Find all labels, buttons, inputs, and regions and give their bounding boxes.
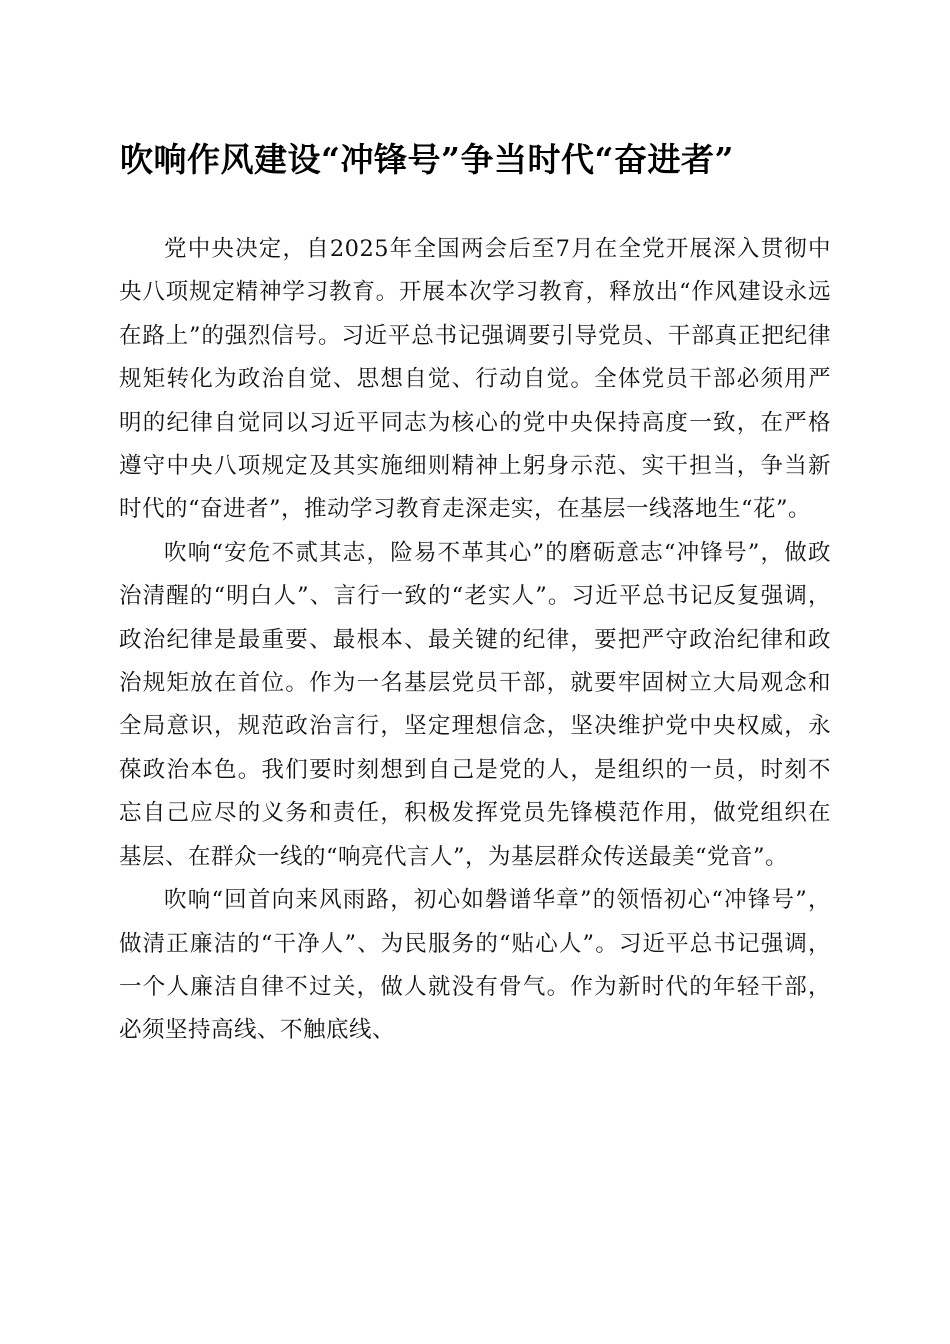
paragraph-1: 党中央决定，自2025年全国两会后至7月在全党开展深入贯彻中央八项规定精神学习教育。开展本次学习教育，释放出“作风建设永远在路上”的强烈信号。习近平总书记强调要引导党员、干部真正把纪律规矩转化为政治自觉、思想自觉、行动自觉。全体党员干部必须用严明的纪律自觉同以习近平同志为核心的党中央保持高度一致，在严格遵守中央八项规定及其实施细则精神上躬身示范、实干担当，争当新时代的“奋进者”，推动学习教育走深走实，在基层一线落地生“花”。 [119,236,831,523]
paragraph-3: 吹响“回首向来风雨路，初心如磐谱华章”的领悟初心“冲锋号”，做清正廉洁的“干净人”、为民服务的“贴心人”。习近平总书记强调，一个人廉洁自律不过关，做人就没有骨气。作为新时代的年轻干部，必须坚持高线、不触底线、 [119,887,831,1044]
document-title: 吹响作风建设“冲锋号”争当时代“奋进者” [120,140,734,179]
document-body [119,228,831,1053]
paragraph-2: 吹响“安危不贰其志，险易不革其心”的磨砺意志“冲锋号”，做政治清醒的“明白人”、言行一致的“老实人”。习近平总书记反复强调，政治纪律是最重要、最根本、最关键的纪律，要把严守政治纪律和政治规矩放在首位。作为一名基层党员干部，就要牢固树立大局观念和全局意识，规范政治言行，坚定理想信念，坚决维护党中央权威，永葆政治本色。我们要时刻想到自己是党的人，是组织的一员，时刻不忘自己应尽的义务和责任，积极发挥党员先锋模范作用，做党组织在基层、在群众一线的“响亮代言人”，为基层群众传送最美“党音”。 [119,539,831,870]
